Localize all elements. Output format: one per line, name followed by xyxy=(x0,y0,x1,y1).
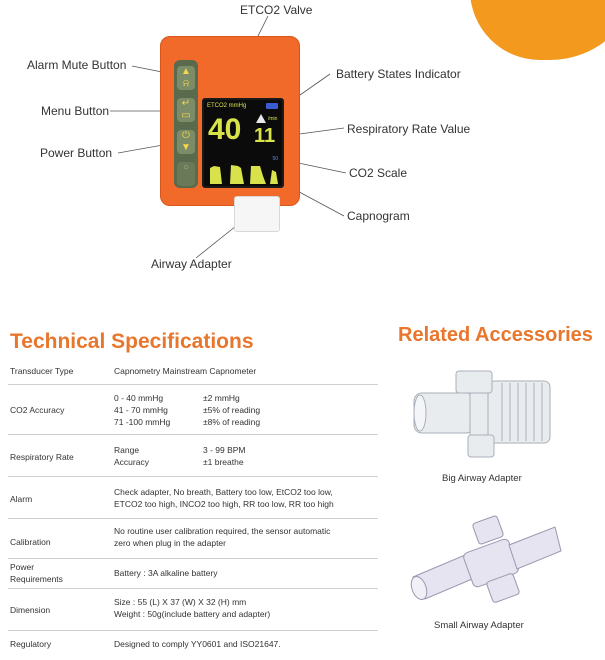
spec-row-transducer-type xyxy=(8,358,378,385)
spec-value-line: Size : 55 (L) X 37 (W) X 32 (H) mm xyxy=(114,597,247,607)
spec-value-line: zero when plug in the adapter xyxy=(114,538,226,548)
indicator-light: ○ xyxy=(177,162,195,186)
spec-row-calibration xyxy=(8,519,378,559)
spec-row-dimension xyxy=(8,589,378,631)
screen-co2-scale: 50 xyxy=(272,156,278,162)
callout-lines xyxy=(0,0,605,290)
device-diagram xyxy=(0,0,605,290)
callout-respiratory-rate-value: Respiratory Rate Value xyxy=(347,122,471,136)
small-airway-adapter-caption: Small Airway Adapter xyxy=(434,620,524,631)
callout-menu-button: Menu Button xyxy=(41,104,110,118)
spec-range: 0 - 40 mmHg xyxy=(114,393,164,403)
callout-alarm-mute-button: Alarm Mute Button xyxy=(27,58,127,72)
callout-co2-scale: CO2 Scale xyxy=(349,166,408,180)
spec-row-co2-accuracy xyxy=(8,385,378,435)
power-button[interactable]: ⏻ ▼ xyxy=(177,130,195,154)
menu-button[interactable]: ↵ ▭ xyxy=(177,98,195,122)
big-airway-adapter-caption: Big Airway Adapter xyxy=(442,473,522,484)
button-strip xyxy=(174,60,198,188)
callout-airway-adapter: Airway Adapter xyxy=(151,257,232,271)
callout-capnogram: Capnogram xyxy=(347,209,410,223)
callout-power-button: Power Button xyxy=(40,146,113,160)
spec-accuracy: ±8% of reading xyxy=(203,417,261,427)
spec-range: Range xyxy=(114,445,140,455)
spec-range: 41 - 70 mmHg xyxy=(114,405,168,415)
spec-value: Designed to comply YY0601 and ISO21647. xyxy=(114,639,281,649)
spec-label: Calibration xyxy=(10,537,51,547)
spec-value: Battery : 3A alkaline battery xyxy=(114,568,218,578)
spec-accuracy: ±5% of reading xyxy=(203,405,261,415)
spec-value-line: ETCO2 too high, INCO2 too high, RR too low, RR too high xyxy=(114,499,334,509)
spec-value-line: No routine user calibration required, the sensor automatic xyxy=(114,526,331,536)
technical-specifications-heading: Technical Specifications xyxy=(10,330,254,353)
spec-label: Requirements xyxy=(10,574,63,584)
big-airway-adapter-image xyxy=(410,365,560,465)
alarm-mute-button[interactable]: ▲ ⍾ xyxy=(177,66,195,90)
spec-row-alarm xyxy=(8,477,378,519)
spec-range: Accuracy xyxy=(114,457,149,467)
spec-row-regulatory xyxy=(8,631,378,655)
screen-etco2-value: 40 xyxy=(208,113,242,146)
related-accessories-heading: Related Accessories xyxy=(398,324,593,346)
small-airway-adapter-image xyxy=(405,515,565,615)
airway-adapter-part xyxy=(234,196,280,232)
spec-label: Alarm xyxy=(10,494,33,504)
spec-row-power-requirements xyxy=(8,559,378,589)
spec-label: CO2 Accuracy xyxy=(10,405,65,415)
spec-row-respiratory-rate xyxy=(8,435,378,477)
spec-value: Capnometry Mainstream Capnometer xyxy=(114,366,257,376)
spec-value-line: Check adapter, No breath, Battery too low, EtCO2 too low, xyxy=(114,487,333,497)
callout-etco2-valve: ETCO2 Valve xyxy=(240,3,313,17)
device-screen xyxy=(202,98,284,188)
screen-rr-unit: /min xyxy=(268,116,278,122)
spec-accuracy: ±2 mmHg xyxy=(203,393,240,403)
screen-etco2-label: ETCO2 mmHg xyxy=(207,103,247,109)
alarm-warning-icon xyxy=(256,114,266,123)
screen-rr-value: 11 xyxy=(254,125,276,147)
spec-value-line: Weight : 50g(include battery and adapter) xyxy=(114,609,271,619)
spec-accuracy: 3 - 99 BPM xyxy=(203,445,246,455)
capnogram-waveform xyxy=(210,162,278,184)
spec-label: Power xyxy=(10,562,35,572)
spec-label: Respiratory Rate xyxy=(10,452,74,462)
spec-accuracy: ±1 breathe xyxy=(203,457,244,467)
spec-label: Transducer Type xyxy=(10,366,74,376)
spec-label: Regulatory xyxy=(10,639,52,649)
spec-label: Dimension xyxy=(10,605,51,615)
callout-battery-states-indicator: Battery States Indicator xyxy=(336,67,461,81)
spec-range: 71 -100 mmHg xyxy=(114,417,171,427)
battery-icon xyxy=(266,103,278,109)
